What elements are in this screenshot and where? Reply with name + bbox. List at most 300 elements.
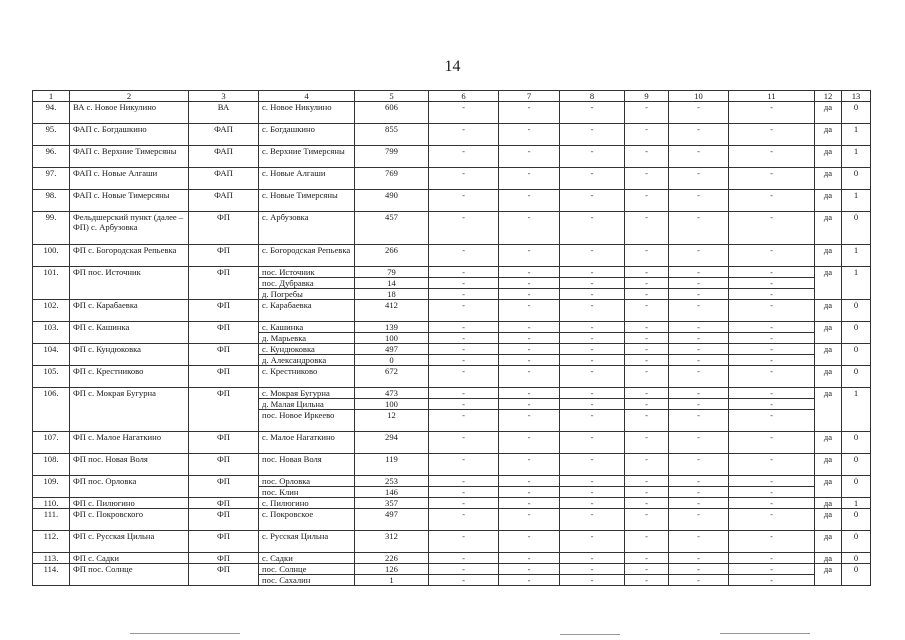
empty-dash-cell: - bbox=[625, 168, 669, 190]
empty-dash-cell: - bbox=[429, 289, 499, 300]
facility-type: ФП bbox=[189, 212, 259, 245]
empty-dash-cell: - bbox=[625, 388, 669, 399]
empty-dash-cell: - bbox=[499, 146, 560, 168]
empty-dash-cell: - bbox=[560, 212, 625, 245]
empty-dash-cell: - bbox=[729, 454, 815, 476]
facility-type: ФП bbox=[189, 498, 259, 509]
col13-value: 1 bbox=[842, 388, 871, 432]
settlement-name: с. Верхние Тимерсяны bbox=[259, 146, 355, 168]
empty-dash-cell: - bbox=[560, 498, 625, 509]
empty-dash-cell: - bbox=[499, 432, 560, 454]
settlement-name: пос. Клин bbox=[259, 487, 355, 498]
facility-type: ФП bbox=[189, 322, 259, 344]
row-number: 98. bbox=[33, 190, 70, 212]
empty-dash-cell: - bbox=[499, 564, 560, 575]
empty-dash-cell: - bbox=[729, 432, 815, 454]
empty-dash-cell: - bbox=[729, 498, 815, 509]
population: 457 bbox=[355, 212, 429, 245]
empty-dash-cell: - bbox=[499, 355, 560, 366]
empty-dash-cell: - bbox=[669, 333, 729, 344]
empty-dash-cell: - bbox=[560, 553, 625, 564]
settlement-name: с. Арбузовка bbox=[259, 212, 355, 245]
population: 253 bbox=[355, 476, 429, 487]
facility-type: ФП bbox=[189, 531, 259, 553]
empty-dash-cell: - bbox=[560, 410, 625, 432]
settlement-name: с. Новые Тимерсяны bbox=[259, 190, 355, 212]
settlement-name: с. Мокрая Бугурна bbox=[259, 388, 355, 399]
column-header: 2 bbox=[70, 91, 189, 102]
table-row bbox=[33, 498, 871, 509]
empty-dash-cell: - bbox=[560, 575, 625, 586]
facility-type: ФП bbox=[189, 366, 259, 388]
empty-dash-cell: - bbox=[625, 190, 669, 212]
empty-dash-cell: - bbox=[729, 509, 815, 531]
table-row bbox=[33, 366, 871, 388]
empty-dash-cell: - bbox=[499, 410, 560, 432]
table-row bbox=[33, 509, 871, 531]
empty-dash-cell: - bbox=[560, 509, 625, 531]
settlement-name: с. Пилюгино bbox=[259, 498, 355, 509]
empty-dash-cell: - bbox=[429, 432, 499, 454]
population: 672 bbox=[355, 366, 429, 388]
settlement-name: с. Богдашкино bbox=[259, 124, 355, 146]
settlement-name: с. Покровское bbox=[259, 509, 355, 531]
empty-dash-cell: - bbox=[429, 410, 499, 432]
empty-dash-cell: - bbox=[429, 355, 499, 366]
empty-dash-cell: - bbox=[429, 366, 499, 388]
empty-dash-cell: - bbox=[729, 476, 815, 487]
settlement-name: с. Русская Цильна bbox=[259, 531, 355, 553]
empty-dash-cell: - bbox=[625, 487, 669, 498]
scan-artifact bbox=[560, 634, 620, 635]
col13-value: 1 bbox=[842, 146, 871, 168]
population: 357 bbox=[355, 498, 429, 509]
settlement-name: с. Малое Нагаткино bbox=[259, 432, 355, 454]
population: 12 bbox=[355, 410, 429, 432]
column-header: 5 bbox=[355, 91, 429, 102]
settlement-name: с. Новое Никулино bbox=[259, 102, 355, 124]
empty-dash-cell: - bbox=[669, 289, 729, 300]
empty-dash-cell: - bbox=[669, 575, 729, 586]
empty-dash-cell: - bbox=[669, 267, 729, 278]
facility-type: ФП bbox=[189, 564, 259, 586]
population: 266 bbox=[355, 245, 429, 267]
empty-dash-cell: - bbox=[499, 124, 560, 146]
empty-dash-cell: - bbox=[729, 575, 815, 586]
settlement-name: пос. Сахалин bbox=[259, 575, 355, 586]
empty-dash-cell: - bbox=[560, 399, 625, 410]
column-header: 13 bbox=[842, 91, 871, 102]
empty-dash-cell: - bbox=[429, 168, 499, 190]
empty-dash-cell: - bbox=[729, 124, 815, 146]
facility-name: ФП с. Кашинка bbox=[70, 322, 189, 344]
empty-dash-cell: - bbox=[669, 146, 729, 168]
population: 497 bbox=[355, 509, 429, 531]
facility-type: ФАП bbox=[189, 146, 259, 168]
col12-value: да bbox=[815, 102, 842, 124]
empty-dash-cell: - bbox=[429, 509, 499, 531]
row-number: 108. bbox=[33, 454, 70, 476]
empty-dash-cell: - bbox=[625, 245, 669, 267]
population: 294 bbox=[355, 432, 429, 454]
row-number: 110. bbox=[33, 498, 70, 509]
empty-dash-cell: - bbox=[669, 190, 729, 212]
empty-dash-cell: - bbox=[729, 531, 815, 553]
col13-value: 0 bbox=[842, 476, 871, 498]
facility-type: ФАП bbox=[189, 168, 259, 190]
table-row bbox=[33, 267, 871, 278]
column-header: 3 bbox=[189, 91, 259, 102]
empty-dash-cell: - bbox=[499, 509, 560, 531]
col12-value: да bbox=[815, 388, 842, 432]
empty-dash-cell: - bbox=[429, 102, 499, 124]
col13-value: 0 bbox=[842, 509, 871, 531]
empty-dash-cell: - bbox=[560, 531, 625, 553]
empty-dash-cell: - bbox=[499, 575, 560, 586]
empty-dash-cell: - bbox=[729, 267, 815, 278]
column-header: 6 bbox=[429, 91, 499, 102]
empty-dash-cell: - bbox=[669, 322, 729, 333]
table-row bbox=[33, 212, 871, 245]
facility-name: ФАП с. Новые Тимерсяны bbox=[70, 190, 189, 212]
empty-dash-cell: - bbox=[429, 476, 499, 487]
settlement-name: д. Малая Цильна bbox=[259, 399, 355, 410]
table-row bbox=[33, 564, 871, 575]
settlement-name: с. Богородская Репьевка bbox=[259, 245, 355, 267]
empty-dash-cell: - bbox=[729, 344, 815, 355]
col12-value: да bbox=[815, 366, 842, 388]
col13-value: 0 bbox=[842, 300, 871, 322]
settlement-name: пос. Дубравка bbox=[259, 278, 355, 289]
page-number: 14 bbox=[444, 58, 461, 75]
table-row bbox=[33, 300, 871, 322]
population: 146 bbox=[355, 487, 429, 498]
facility-type: ФАП bbox=[189, 190, 259, 212]
empty-dash-cell: - bbox=[560, 388, 625, 399]
empty-dash-cell: - bbox=[625, 399, 669, 410]
facility-type: ФП bbox=[189, 432, 259, 454]
facility-name: ФАП с. Богдашкино bbox=[70, 124, 189, 146]
population: 855 bbox=[355, 124, 429, 146]
empty-dash-cell: - bbox=[669, 388, 729, 399]
settlement-name: пос. Новая Воля bbox=[259, 454, 355, 476]
empty-dash-cell: - bbox=[429, 399, 499, 410]
facility-type: ФП bbox=[189, 267, 259, 300]
facility-type: ФП bbox=[189, 553, 259, 564]
empty-dash-cell: - bbox=[625, 124, 669, 146]
empty-dash-cell: - bbox=[499, 289, 560, 300]
empty-dash-cell: - bbox=[669, 476, 729, 487]
empty-dash-cell: - bbox=[560, 267, 625, 278]
settlement-name: с. Крестниково bbox=[259, 366, 355, 388]
column-header: 7 bbox=[499, 91, 560, 102]
empty-dash-cell: - bbox=[729, 355, 815, 366]
population: 497 bbox=[355, 344, 429, 355]
empty-dash-cell: - bbox=[499, 399, 560, 410]
settlement-name: с. Карабаевка bbox=[259, 300, 355, 322]
empty-dash-cell: - bbox=[429, 146, 499, 168]
empty-dash-cell: - bbox=[560, 102, 625, 124]
col13-value: 0 bbox=[842, 553, 871, 564]
col12-value: да bbox=[815, 168, 842, 190]
row-number: 104. bbox=[33, 344, 70, 366]
facility-name: ФАП с. Верхние Тимерсяны bbox=[70, 146, 189, 168]
empty-dash-cell: - bbox=[499, 267, 560, 278]
facility-type: ФП bbox=[189, 388, 259, 432]
facility-type: ФП bbox=[189, 245, 259, 267]
facility-name: ФП с. Карабаевка bbox=[70, 300, 189, 322]
facility-name: ФП с. Малое Нагаткино bbox=[70, 432, 189, 454]
empty-dash-cell: - bbox=[429, 333, 499, 344]
settlement-name: с. Кашинка bbox=[259, 322, 355, 333]
empty-dash-cell: - bbox=[669, 212, 729, 245]
empty-dash-cell: - bbox=[429, 245, 499, 267]
row-number: 94. bbox=[33, 102, 70, 124]
empty-dash-cell: - bbox=[560, 476, 625, 487]
empty-dash-cell: - bbox=[669, 410, 729, 432]
population: 14 bbox=[355, 278, 429, 289]
row-number: 99. bbox=[33, 212, 70, 245]
empty-dash-cell: - bbox=[669, 531, 729, 553]
table-row bbox=[33, 388, 871, 399]
settlement-name: пос. Орловка bbox=[259, 476, 355, 487]
empty-dash-cell: - bbox=[499, 476, 560, 487]
population: 100 bbox=[355, 399, 429, 410]
empty-dash-cell: - bbox=[429, 553, 499, 564]
row-number: 100. bbox=[33, 245, 70, 267]
col13-value: 1 bbox=[842, 124, 871, 146]
col13-value: 0 bbox=[842, 454, 871, 476]
facility-name: ФАП с. Новые Алгаши bbox=[70, 168, 189, 190]
empty-dash-cell: - bbox=[499, 454, 560, 476]
col13-value: 0 bbox=[842, 564, 871, 586]
empty-dash-cell: - bbox=[499, 487, 560, 498]
col12-value: да bbox=[815, 531, 842, 553]
col12-value: да bbox=[815, 146, 842, 168]
col12-value: да bbox=[815, 432, 842, 454]
empty-dash-cell: - bbox=[560, 487, 625, 498]
population: 119 bbox=[355, 454, 429, 476]
facility-name: ФП пос. Солнце bbox=[70, 564, 189, 586]
empty-dash-cell: - bbox=[499, 102, 560, 124]
empty-dash-cell: - bbox=[560, 146, 625, 168]
settlement-name: д. Александровка bbox=[259, 355, 355, 366]
col12-value: да bbox=[815, 564, 842, 586]
empty-dash-cell: - bbox=[669, 245, 729, 267]
empty-dash-cell: - bbox=[625, 432, 669, 454]
facility-name: ФП пос. Орловка bbox=[70, 476, 189, 498]
empty-dash-cell: - bbox=[729, 289, 815, 300]
table-row bbox=[33, 190, 871, 212]
empty-dash-cell: - bbox=[729, 333, 815, 344]
column-header: 4 bbox=[259, 91, 355, 102]
population: 18 bbox=[355, 289, 429, 300]
empty-dash-cell: - bbox=[625, 333, 669, 344]
column-header: 9 bbox=[625, 91, 669, 102]
empty-dash-cell: - bbox=[625, 366, 669, 388]
table-row bbox=[33, 531, 871, 553]
empty-dash-cell: - bbox=[729, 168, 815, 190]
empty-dash-cell: - bbox=[729, 278, 815, 289]
table-row bbox=[33, 322, 871, 333]
empty-dash-cell: - bbox=[625, 146, 669, 168]
empty-dash-cell: - bbox=[625, 278, 669, 289]
empty-dash-cell: - bbox=[560, 432, 625, 454]
empty-dash-cell: - bbox=[669, 553, 729, 564]
table-row bbox=[33, 245, 871, 267]
empty-dash-cell: - bbox=[669, 102, 729, 124]
column-header: 12 bbox=[815, 91, 842, 102]
data-table bbox=[32, 90, 871, 586]
facility-type: ФП bbox=[189, 300, 259, 322]
table-row bbox=[33, 124, 871, 146]
empty-dash-cell: - bbox=[729, 366, 815, 388]
row-number: 105. bbox=[33, 366, 70, 388]
empty-dash-cell: - bbox=[669, 168, 729, 190]
col13-value: 0 bbox=[842, 531, 871, 553]
empty-dash-cell: - bbox=[429, 454, 499, 476]
empty-dash-cell: - bbox=[499, 212, 560, 245]
empty-dash-cell: - bbox=[560, 344, 625, 355]
empty-dash-cell: - bbox=[499, 498, 560, 509]
empty-dash-cell: - bbox=[429, 278, 499, 289]
empty-dash-cell: - bbox=[560, 300, 625, 322]
empty-dash-cell: - bbox=[729, 245, 815, 267]
empty-dash-cell: - bbox=[429, 487, 499, 498]
population: 312 bbox=[355, 531, 429, 553]
facility-name: ФП с. Покровского bbox=[70, 509, 189, 531]
facility-name: ВА с. Новое Никулино bbox=[70, 102, 189, 124]
settlement-name: с. Садки bbox=[259, 553, 355, 564]
empty-dash-cell: - bbox=[499, 322, 560, 333]
empty-dash-cell: - bbox=[429, 344, 499, 355]
col12-value: да bbox=[815, 124, 842, 146]
population: 1 bbox=[355, 575, 429, 586]
settlement-name: с. Новые Алгаши bbox=[259, 168, 355, 190]
empty-dash-cell: - bbox=[669, 487, 729, 498]
col12-value: да bbox=[815, 212, 842, 245]
facility-name: ФП с. Мокрая Бугурна bbox=[70, 388, 189, 432]
col13-value: 0 bbox=[842, 322, 871, 344]
empty-dash-cell: - bbox=[625, 531, 669, 553]
row-number: 109. bbox=[33, 476, 70, 498]
empty-dash-cell: - bbox=[669, 355, 729, 366]
table-row bbox=[33, 432, 871, 454]
empty-dash-cell: - bbox=[429, 388, 499, 399]
empty-dash-cell: - bbox=[429, 267, 499, 278]
empty-dash-cell: - bbox=[669, 344, 729, 355]
empty-dash-cell: - bbox=[625, 289, 669, 300]
col13-value: 0 bbox=[842, 432, 871, 454]
empty-dash-cell: - bbox=[499, 344, 560, 355]
empty-dash-cell: - bbox=[429, 564, 499, 575]
empty-dash-cell: - bbox=[625, 300, 669, 322]
table-row bbox=[33, 168, 871, 190]
empty-dash-cell: - bbox=[625, 344, 669, 355]
empty-dash-cell: - bbox=[669, 278, 729, 289]
col12-value: да bbox=[815, 509, 842, 531]
empty-dash-cell: - bbox=[729, 322, 815, 333]
population: 126 bbox=[355, 564, 429, 575]
empty-dash-cell: - bbox=[560, 245, 625, 267]
row-number: 112. bbox=[33, 531, 70, 553]
column-header: 11 bbox=[729, 91, 815, 102]
table-row bbox=[33, 553, 871, 564]
empty-dash-cell: - bbox=[729, 212, 815, 245]
row-number: 101. bbox=[33, 267, 70, 300]
row-number: 106. bbox=[33, 388, 70, 432]
population: 226 bbox=[355, 553, 429, 564]
empty-dash-cell: - bbox=[625, 267, 669, 278]
scan-artifact bbox=[130, 633, 240, 634]
empty-dash-cell: - bbox=[669, 509, 729, 531]
empty-dash-cell: - bbox=[429, 212, 499, 245]
empty-dash-cell: - bbox=[625, 509, 669, 531]
column-header: 10 bbox=[669, 91, 729, 102]
row-number: 103. bbox=[33, 322, 70, 344]
col13-value: 1 bbox=[842, 245, 871, 267]
col12-value: да bbox=[815, 553, 842, 564]
table-row bbox=[33, 344, 871, 355]
col12-value: да bbox=[815, 267, 842, 300]
population: 139 bbox=[355, 322, 429, 333]
empty-dash-cell: - bbox=[625, 410, 669, 432]
facility-name: ФП с. Кундюковка bbox=[70, 344, 189, 366]
column-header: 1 bbox=[33, 91, 70, 102]
facility-name: ФП с. Богородская Репьевка bbox=[70, 245, 189, 267]
col12-value: да bbox=[815, 454, 842, 476]
row-number: 111. bbox=[33, 509, 70, 531]
col12-value: да bbox=[815, 476, 842, 498]
empty-dash-cell: - bbox=[625, 355, 669, 366]
row-number: 96. bbox=[33, 146, 70, 168]
empty-dash-cell: - bbox=[499, 553, 560, 564]
col12-value: да bbox=[815, 190, 842, 212]
col13-value: 0 bbox=[842, 344, 871, 366]
settlement-name: д. Погребы bbox=[259, 289, 355, 300]
facility-name: ФП пос. Источник bbox=[70, 267, 189, 300]
empty-dash-cell: - bbox=[625, 322, 669, 333]
table-row bbox=[33, 102, 871, 124]
empty-dash-cell: - bbox=[560, 168, 625, 190]
row-number: 113. bbox=[33, 553, 70, 564]
empty-dash-cell: - bbox=[729, 564, 815, 575]
empty-dash-cell: - bbox=[669, 124, 729, 146]
empty-dash-cell: - bbox=[429, 190, 499, 212]
facility-type: ФП bbox=[189, 476, 259, 498]
empty-dash-cell: - bbox=[499, 531, 560, 553]
empty-dash-cell: - bbox=[499, 333, 560, 344]
facility-type: ФП bbox=[189, 454, 259, 476]
row-number: 97. bbox=[33, 168, 70, 190]
facility-type: ФП bbox=[189, 509, 259, 531]
row-number: 95. bbox=[33, 124, 70, 146]
col13-value: 0 bbox=[842, 212, 871, 245]
population: 412 bbox=[355, 300, 429, 322]
empty-dash-cell: - bbox=[729, 190, 815, 212]
empty-dash-cell: - bbox=[499, 168, 560, 190]
empty-dash-cell: - bbox=[499, 366, 560, 388]
table-row bbox=[33, 476, 871, 487]
facility-name: ФП с. Крестниково bbox=[70, 366, 189, 388]
facility-type: ВА bbox=[189, 102, 259, 124]
settlement-name: пос. Источник bbox=[259, 267, 355, 278]
empty-dash-cell: - bbox=[560, 322, 625, 333]
empty-dash-cell: - bbox=[625, 498, 669, 509]
empty-dash-cell: - bbox=[669, 366, 729, 388]
settlement-name: с. Кундюковка bbox=[259, 344, 355, 355]
empty-dash-cell: - bbox=[429, 124, 499, 146]
